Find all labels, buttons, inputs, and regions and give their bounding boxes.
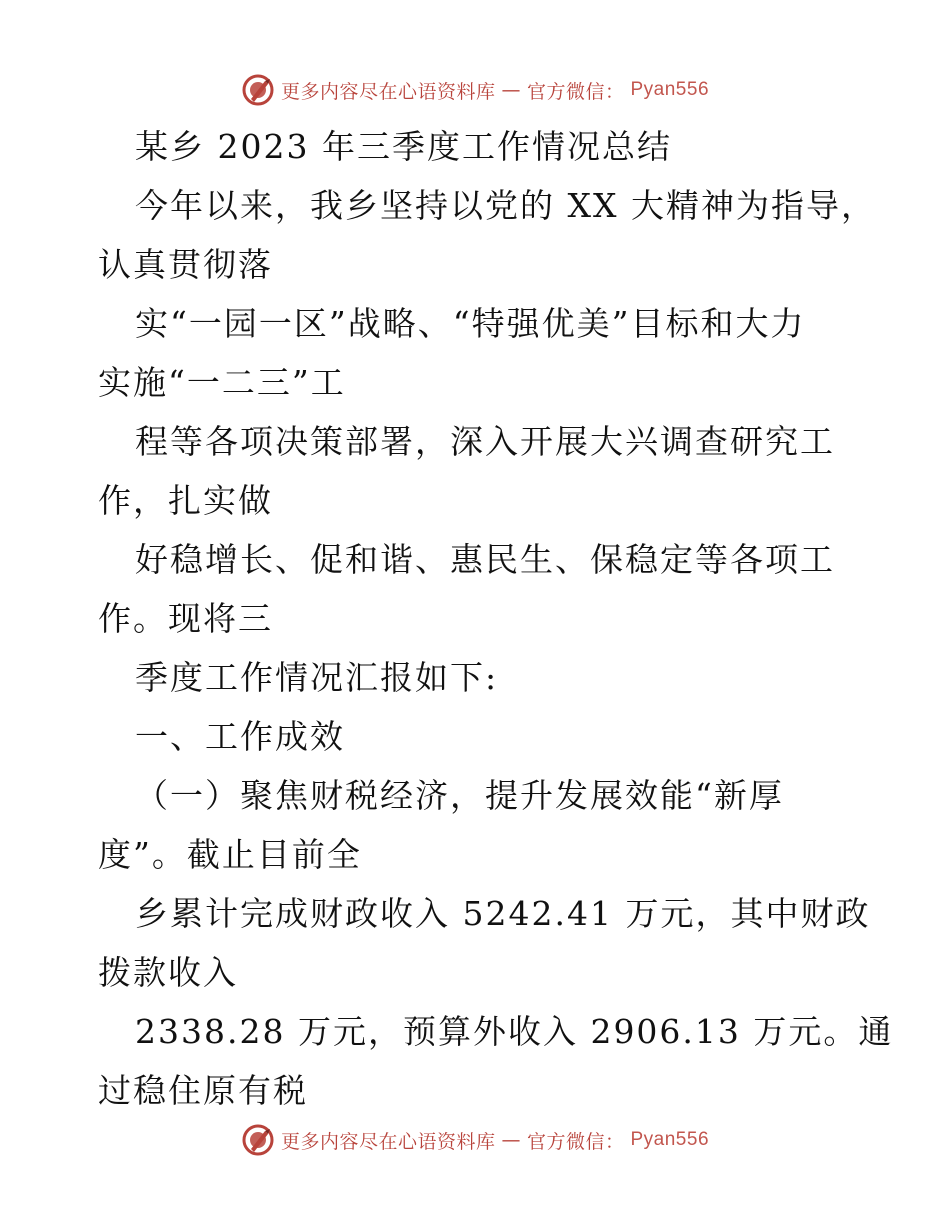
text-line: 实施“一二三”工 [98,363,346,402]
watermark-text: 更多内容尽在心语资料库 [280,1130,496,1153]
text-line: 拨款收入 [98,953,238,992]
text-line: 好稳增长、促和谐、惠民生、保稳定等各项工 [135,540,835,579]
watermark-separator: — [501,1129,521,1151]
watermark-header [0,70,950,110]
text-line: 乡累计完成财政收入 5242.41 万元，其中财政 [135,894,871,933]
text-line: 认真贯彻落 [98,245,273,284]
pen-logo-icon [241,1123,275,1157]
text-line: 季度工作情况汇报如下: [135,658,499,697]
watermark-footer [0,1120,950,1160]
text-line: （一）聚焦财税经济，提升发展效能“新厚 [135,776,784,815]
text-line: 2338.28 万元，预算外收入 2906.13 万元。通 [135,1012,894,1051]
text-line: 作。现将三 [98,599,273,638]
text-line: 一、工作成效 [135,717,345,756]
text-line: 度”。截止目前全 [98,835,362,874]
text-line: 实“一园一区”战略、“特强优美”目标和大力 [135,304,806,343]
document-body [98,117,894,1120]
watermark-separator: — [501,79,521,101]
watermark-id: Pyan556 [630,1129,710,1150]
text-line: 今年以来，我乡坚持以党的 XX 大精神为指导， [135,186,876,225]
watermark-id: Pyan556 [630,79,710,100]
watermark-label: 官方微信： [526,80,625,103]
pen-logo-icon [241,73,275,107]
watermark-label: 官方微信： [526,1130,625,1153]
text-line: 程等各项决策部署，深入开展大兴调查研究工 [135,422,835,461]
watermark-text: 更多内容尽在心语资料库 [280,80,496,103]
text-line: 作，扎实做 [98,481,273,520]
text-line: 过稳住原有税 [98,1071,308,1110]
text-line: 某乡 2023 年三季度工作情况总结 [135,127,672,166]
